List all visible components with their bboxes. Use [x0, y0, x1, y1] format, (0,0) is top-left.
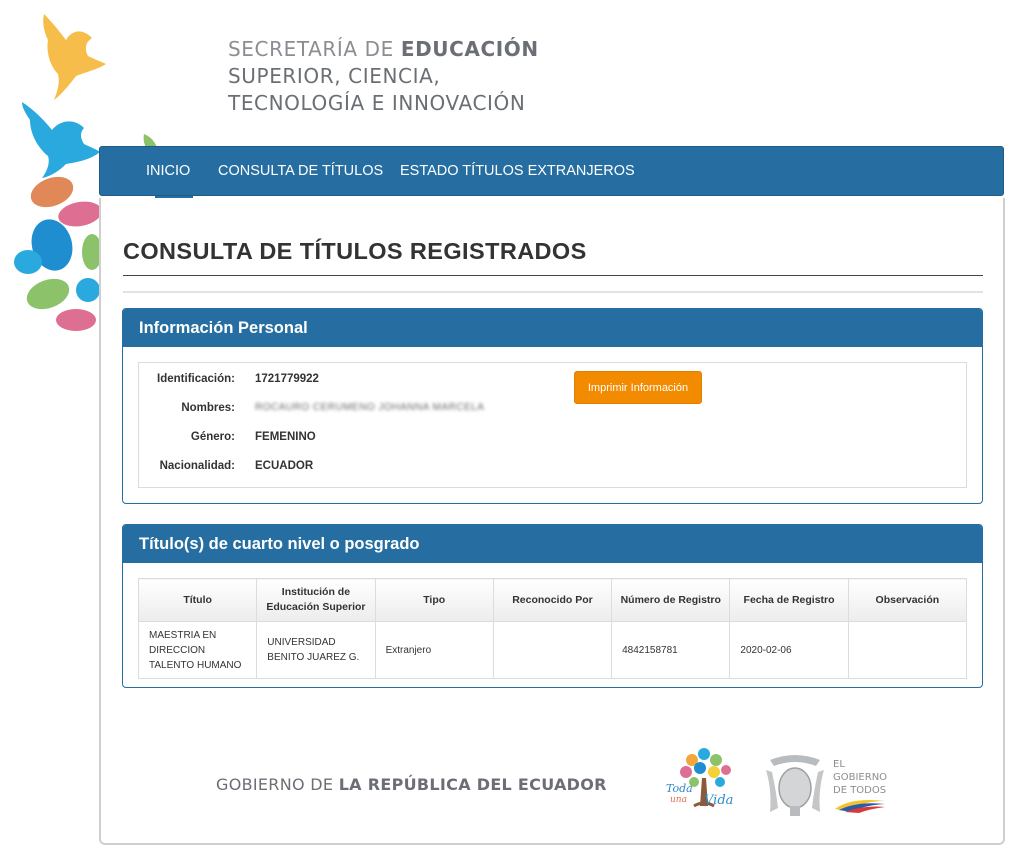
titles-table [138, 578, 967, 679]
cell-numero-registro: 4842158781 [612, 622, 730, 679]
ministry-line2: SUPERIOR, CIENCIA, [228, 64, 441, 88]
cell-titulo: MAESTRIA EN DIRECCION TALENTO HUMANO [139, 622, 257, 679]
column-header-reconocido-por: Reconocido Por [493, 579, 611, 622]
column-header-titulo: Título [139, 579, 257, 622]
title-divider [123, 275, 983, 276]
table-header-row [139, 579, 967, 622]
bird-yellow-icon [43, 14, 106, 100]
personal-info-heading: Información Personal [123, 309, 982, 347]
cell-observacion [848, 622, 966, 679]
flag-swoosh-icon [833, 797, 887, 813]
titles-heading: Título(s) de cuarto nivel o posgrado [123, 525, 982, 563]
genero-value: FEMENINO [255, 431, 316, 443]
section-divider [123, 291, 983, 293]
cell-fecha-registro: 2020-02-06 [730, 622, 848, 679]
cell-reconocido-por [493, 622, 611, 679]
main-navbar [99, 146, 1004, 196]
ministry-line1-thin: SECRETARÍA DE [228, 37, 401, 61]
nav-item-inicio[interactable]: INICIO [146, 163, 191, 179]
genero-label: Género: [190, 431, 235, 443]
ecuador-coat-of-arms-icon [762, 750, 828, 820]
gob-line2: GOBIERNO [833, 772, 888, 783]
nacionalidad-label: Nacionalidad: [159, 460, 235, 472]
nacionalidad-value: ECUADOR [255, 460, 314, 472]
nav-item-consulta-titulos[interactable]: CONSULTA DE TÍTULOS [218, 163, 384, 179]
ministry-line3: TECNOLOGÍA E INNOVACIÓN [228, 91, 526, 115]
column-header-tipo: Tipo [375, 579, 493, 622]
toda-una-vida-text-2: una [670, 795, 687, 805]
ministry-line1-bold: EDUCACIÓN [400, 37, 539, 61]
personal-info-panel [122, 308, 983, 504]
footer-government-text [216, 775, 607, 794]
identificacion-label: Identificación: [157, 373, 235, 385]
identificacion-value: 1721779922 [255, 373, 319, 385]
personal-info-box [138, 362, 967, 488]
cell-institucion: UNIVERSIDAD BENITO JUAREZ G. [257, 622, 375, 679]
main-content-frame [99, 198, 1005, 845]
gobierno-de-todos-logo [833, 758, 887, 817]
column-header-observacion: Observación [848, 579, 966, 622]
table-row [139, 622, 967, 679]
nombres-label: Nombres: [181, 402, 235, 414]
gob-line1: EL [833, 759, 845, 770]
column-header-numero-registro: Número de Registro [612, 579, 730, 622]
ministry-logo-text [228, 36, 539, 117]
column-header-institucion: Institución de Educación Superior [257, 579, 375, 622]
column-header-fecha-registro: Fecha de Registro [730, 579, 848, 622]
toda-una-vida-text: Toda [666, 782, 693, 795]
gob-line3: DE TODOS [833, 785, 887, 796]
toda-una-vida-tree-icon [664, 742, 744, 818]
footer-text-thin: GOBIERNO DE [216, 775, 339, 794]
bird-blue-icon [22, 102, 100, 178]
toda-una-vida-text-3: Vida [704, 793, 734, 808]
nombres-value: ROCAURO CERUMENO JOHANNA MARCELA [255, 402, 485, 413]
nav-item-estado-titulos-extranjeros[interactable]: ESTADO TÍTULOS EXTRANJEROS [400, 163, 635, 179]
footer-text-bold: LA REPÚBLICA DEL ECUADOR [338, 775, 607, 794]
page-title: CONSULTA DE TÍTULOS REGISTRADOS [123, 238, 587, 264]
print-info-button[interactable]: Imprimir Información [574, 371, 702, 404]
cell-tipo: Extranjero [375, 622, 493, 679]
titles-panel [122, 524, 983, 688]
